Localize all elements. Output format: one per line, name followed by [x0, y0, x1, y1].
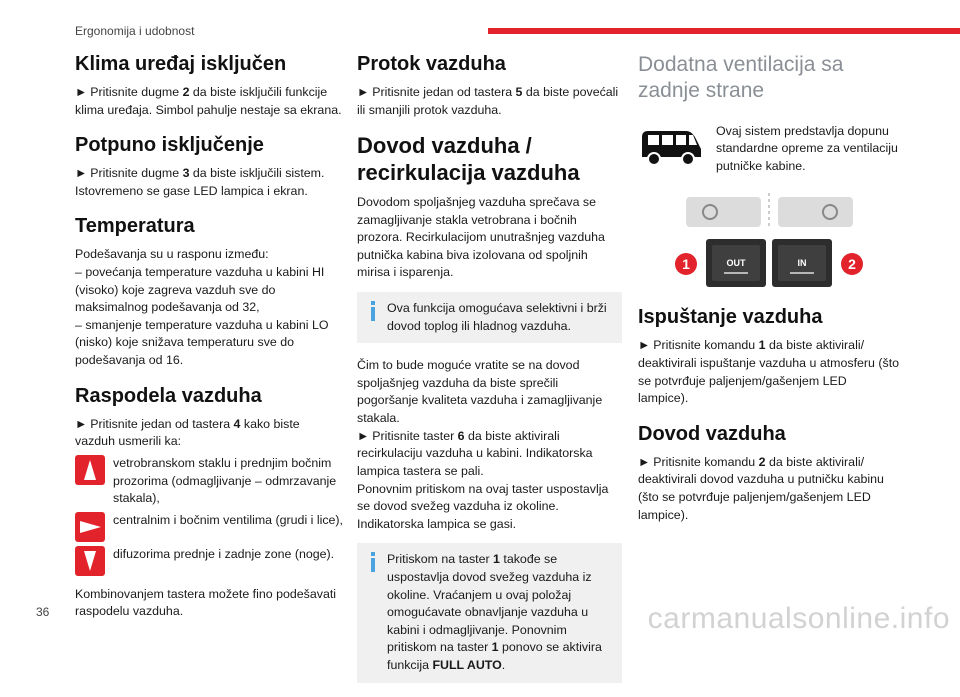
- heading-ispustanje: Ispuštanje vazduha: [638, 306, 823, 329]
- text: da biste aktivirali recirkulaciju vazduha u kabini. Indikatorska lampica tastera se pali.: [357, 428, 593, 478]
- column-left: [75, 52, 343, 627]
- distribution-windshield: [75, 455, 343, 508]
- paragraph-dovod: Dovodom spoljašnjeg vazduha sprečava se zamagljivanje stakla vetrobrana i bočnih prozora. Recirkulacijom unutrašnjeg vazduha putnička kabina biva izolovana od spoljnih mirisa i isparenja.: [357, 195, 605, 280]
- paragraph-ispustanje: [638, 337, 900, 407]
- ref-number: 6: [457, 428, 465, 443]
- ref-number: 4: [233, 416, 241, 431]
- option-text: centralnim i bočnim ventilima (grudi i lice),: [113, 512, 343, 527]
- text: Pritisnite komandu: [653, 338, 759, 353]
- note-text: Ova funkcija omogućava selektivni i brži dovod toplog ili hladnog vazduha.: [387, 301, 607, 333]
- paragraph-dovod-3: Ponovnim pritiskom na ovaj taster uspostavlja se dovod svežeg vazduha iz okoline. Indikatorska lampica se gasi.: [357, 481, 609, 531]
- paragraph-klima: [75, 84, 343, 119]
- arrow-icon: ►: [75, 416, 88, 431]
- text: Pritisnite jedan od tastera: [90, 416, 234, 431]
- section-header: Ergonomija i udobnost: [75, 24, 195, 38]
- text: Pritisnite komandu: [653, 454, 759, 469]
- ref-number: 1: [493, 552, 500, 567]
- feet-airflow-icon: [75, 546, 105, 576]
- heading-protok: Protok vazduha: [357, 53, 506, 75]
- note-text: takođe se uspostavlja dovod svežeg vazduha iz okoline. Vraćanjem u ovaj položaj omogućavate obnavljanje vazduha u kabini i odmagljivanje. Ponovnim pritiskom na taster: [387, 552, 592, 655]
- info-note-1: [357, 292, 622, 343]
- text: da biste isključili funkcije klima uređaja. Simbol pahulje nestaje sa ekrana.: [75, 85, 342, 117]
- button-in-label: IN: [797, 258, 807, 269]
- heading-klima: Klima uređaj isključen: [75, 53, 287, 75]
- rear-ventilation-intro: [638, 123, 900, 176]
- distribution-face: [75, 512, 343, 542]
- ref-number: 2: [758, 454, 766, 469]
- paragraph-potpuno: [75, 165, 343, 200]
- ref-number: 2: [182, 85, 190, 99]
- arrow-icon: ►: [638, 338, 651, 353]
- callout-1: 1: [682, 256, 690, 273]
- heading-temperatura: Temperatura: [75, 215, 195, 238]
- windshield-airflow-icon: [75, 455, 105, 485]
- ref-number: 1: [758, 338, 766, 353]
- page-number: 36: [36, 605, 50, 619]
- callout-2: 2: [848, 256, 856, 273]
- minibus-icon: [638, 123, 704, 169]
- text: da biste aktivirali/ deaktivirali ispuštanje vazduha u atmosferu (što se potvrđuje paljenjem/gašenjem LED lampice).: [638, 338, 900, 406]
- paragraph-raspodela: [75, 416, 343, 451]
- heading-dovod-recirkulacija: Dovod vazduha / recirkulacija vazduha: [357, 133, 580, 185]
- arrow-icon: ►: [357, 428, 370, 443]
- intro-text: Ovaj sistem predstavlja dopunu standardne opreme za ventilaciju putničke kabine.: [716, 123, 898, 173]
- note-text: ponovo se aktivira funkcija: [387, 640, 602, 673]
- paragraph-dovod-2: Čim to bude moguće vratite se na dovod spoljašnjeg vazduha da biste sprečili pogoršanje kvaliteta vazduha i zamagljivanje stakala.: [357, 358, 603, 426]
- text: da biste isključili sistem. Istovremeno se gase LED lampica i ekran.: [75, 166, 325, 198]
- option-text: difuzorima prednje i zadnje zone (noge).: [113, 546, 335, 561]
- heading-raspodela: Raspodela vazduha: [75, 384, 262, 407]
- ref-number: 1: [491, 640, 499, 655]
- header-accent-bar: [488, 28, 960, 34]
- paragraph-taster-6: [357, 428, 622, 481]
- heading-dovod-vazduha: Dovod vazduha: [638, 422, 786, 445]
- paragraph-dovod-vazduha: [638, 454, 900, 524]
- face-vent-airflow-icon: [75, 512, 105, 542]
- info-icon: [369, 552, 377, 572]
- text: Pritisnite dugme: [90, 85, 183, 99]
- control-panel-illustration: [638, 191, 900, 291]
- arrow-icon: ►: [638, 454, 651, 469]
- text: da biste povećali ili smanjili protok vazduha.: [357, 85, 619, 117]
- text: Pritisnite dugme: [90, 166, 183, 181]
- info-note-2: [357, 543, 622, 682]
- text: Pritisnite taster: [372, 428, 458, 443]
- text: da biste aktivirali/ deaktivirali dovod vazduha u putničku kabinu (što se potvrđuje paljenjem/gašenjem LED lampice).: [638, 454, 884, 522]
- full-auto-label: FULL AUTO: [432, 658, 502, 673]
- paragraph-protok: [357, 84, 622, 119]
- heading-dodatna-ventilacija: Dodatna ventilacija sa zadnje strane: [638, 53, 844, 103]
- heading-potpuno: Potpuno isključenje: [75, 134, 264, 157]
- arrow-icon: ►: [357, 85, 370, 99]
- temp-item-lo: – smanjenje temperature vazduha u kabini LO (nisko) koje snižava temperaturu sve do podešavanja od 16.: [75, 317, 329, 368]
- text: kako biste vazduh usmerili ka:: [75, 416, 300, 449]
- ref-number: 5: [515, 85, 523, 99]
- temp-intro: Podešavanja su u rasponu između:: [75, 247, 269, 262]
- watermark: carmanualsonline.info: [647, 602, 950, 635]
- note-text: Pritiskom na taster: [387, 552, 494, 567]
- distribution-feet: [75, 546, 343, 576]
- paragraph-raspodela-footer: Kombinovanjem tastera možete fino podešavati raspodelu vazduha.: [75, 586, 337, 619]
- arrow-icon: ►: [75, 85, 88, 99]
- column-middle: [357, 52, 622, 697]
- column-right: [638, 52, 900, 530]
- button-out-label: OUT: [726, 258, 746, 269]
- info-icon: [369, 301, 377, 321]
- arrow-icon: ►: [75, 166, 88, 181]
- text: Pritisnite jedan od tastera: [372, 85, 516, 99]
- ref-number: 3: [182, 166, 190, 181]
- option-text: vetrobranskom staklu i prednjim bočnim prozorima (odmagljivanje – odmrzavanje stakala),: [113, 455, 337, 506]
- note-text: .: [501, 658, 506, 673]
- temp-item-hi: – povećanja temperature vazduha u kabini HI (visoko) koje zagreva vazduh sve do maksimalnog podešavanja od 32,: [75, 265, 325, 315]
- rear-ventilation-diagram: [638, 191, 900, 291]
